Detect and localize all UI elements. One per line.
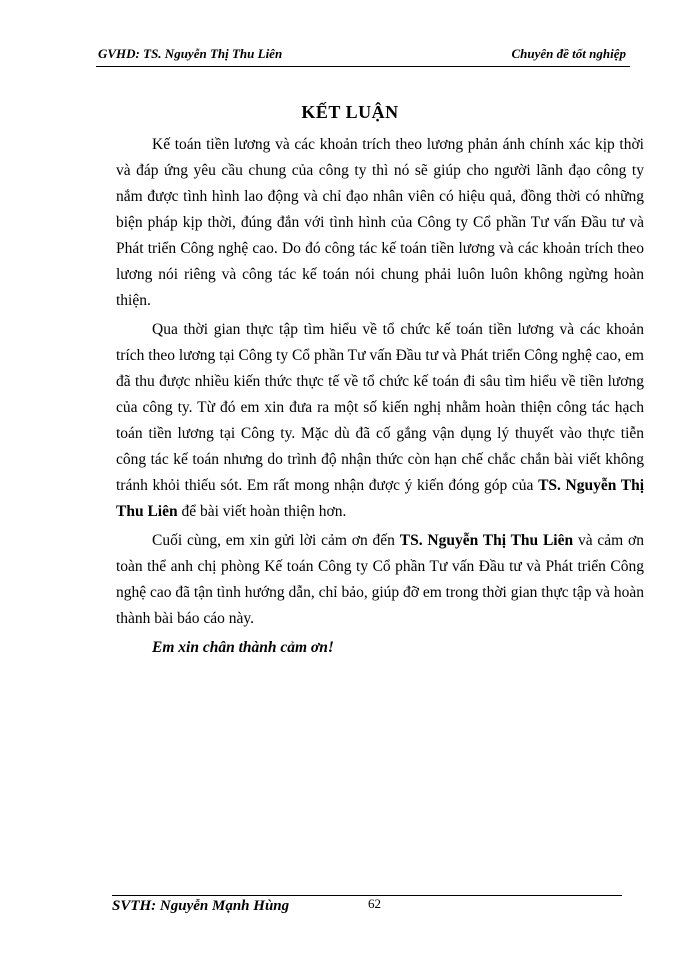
- paragraph-2-text-end: để bài viết hoàn thiện hơn.: [177, 503, 347, 520]
- header-document-type: Chuyên đề tốt nghiệp: [511, 46, 626, 61]
- paragraph-2-text: Qua thời gian thực tập tìm hiểu về tổ chức kế toán tiền lương và các khoản trích theo lương tại Công ty Cổ phần Tư vấn Đầu tư và Phát triển Công nghệ cao, em đã thu được nhiều kiến thức thực tế về tổ chức kế toán đi sâu tìm hiểu về tiền lương của công ty. Từ đó em xin đưa ra một số kiến nghị nhằm hoàn thiện công tác hạch toán tiền lương tại Công ty. Mặc dù đã cố gắng vận dụng lý thuyết vào thực tiễn công tác kế toán nhưng do trình độ nhận thức còn hạn chế chắc chắn bài viết không tránh khỏi thiếu sót. Em rất mong nhận được ý kiến đóng góp của: [116, 321, 644, 494]
- closing-thanks: Em xin chân thành cảm ơn!: [152, 639, 334, 656]
- paragraph-2-supervisor-name: TS. Nguyễn Thị Thu Liên: [116, 477, 644, 520]
- paragraph-1-text: Kế toán tiền lương và các khoản trích theo lương phản ánh chính xác kịp thời và đáp ứng yêu cầu chung của công ty thì nó sẽ giúp cho người lãnh đạo công ty nắm được tình hình lao động và chỉ đạo nhân viên có hiệu quả, đồng thời có những biện pháp kịp thời, đúng đắn với tình hình của Công ty Cổ phần Tư vấn Đầu tư và Phát triển Công nghệ cao. Do đó công tác kế toán tiền lương và các khoản trích theo lương nói riêng và công tác kế toán nói chung phải luôn luôn không ngừng hoàn thiện.: [116, 136, 644, 309]
- header-supervisor: GVHD: TS. Nguyễn Thị Thu Liên: [98, 46, 283, 61]
- paragraph-3-supervisor-name: TS. Nguyễn Thị Thu Liên: [399, 532, 574, 549]
- page-number: 62: [368, 896, 381, 911]
- header-divider: [96, 66, 630, 67]
- footer-student: SVTH: Nguyễn Mạnh Hùng: [112, 898, 290, 914]
- paragraph-2: [116, 317, 644, 525]
- page-header: [96, 46, 628, 68]
- footer-divider: [112, 895, 622, 896]
- paragraph-3-text: Cuối cùng, em xin gửi lời cảm ơn đến: [152, 532, 400, 549]
- paragraph-1: [116, 132, 644, 314]
- page-title: KẾT LUẬN: [301, 102, 399, 122]
- paragraph-3: [116, 528, 644, 632]
- paragraph-3-text-end: và cảm ơn toàn thể anh chị phòng Kế toán Công ty Cổ phần Tư vấn Đầu tư và Phát triển Công nghệ cao đã tận tình hướng dẫn, chỉ bảo, giúp đỡ em trong thời gian thực tập và hoàn thành bài báo cáo này.: [116, 532, 644, 627]
- body-text: [116, 132, 644, 661]
